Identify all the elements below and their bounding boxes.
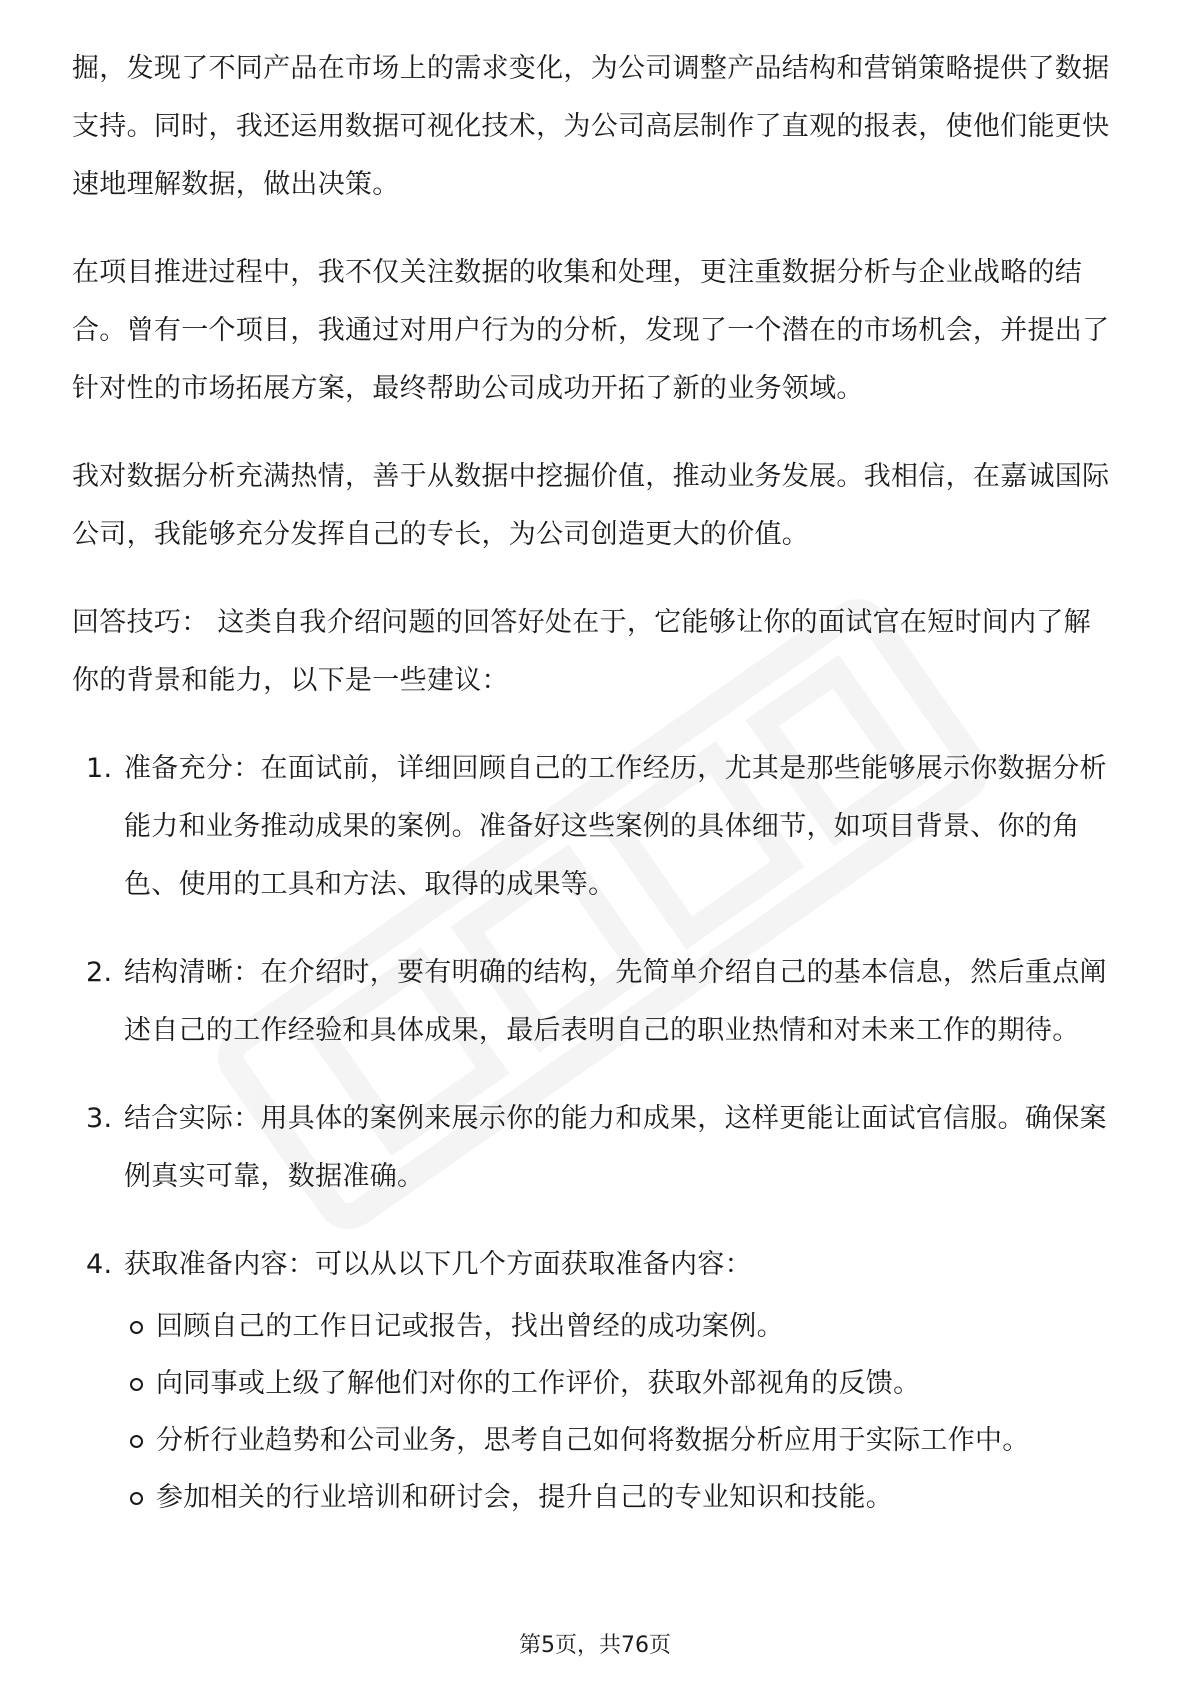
list-number: 1. [86, 753, 113, 784]
list-item-text: 准备充分：在面试前，详细回顾自己的工作经历，尤其是那些能够展示你数据分析能力和业务推动成果的案例。准备好这些案例的具体细节，如项目背景、你的角色、使用的工具和方法、取得的成果等。 [124, 753, 1107, 900]
sub-list-item-text: 回顾自己的工作日记或报告，找出曾经的成功案例。 [156, 1311, 784, 1342]
sub-list-item-text: 参加相关的行业培训和研讨会，提升自己的专业知识和技能。 [156, 1482, 894, 1513]
sub-list-item-text: 向同事或上级了解他们对你的工作评价，获取外部视角的反馈。 [156, 1368, 921, 1399]
list-item [72, 1090, 1118, 1206]
circle-bullet-icon [130, 1378, 143, 1391]
circle-bullet-icon [130, 1492, 143, 1505]
sub-list-item-text: 分析行业趋势和公司业务，思考自己如何将数据分析应用于实际工作中。 [156, 1425, 1030, 1456]
list-item [72, 1236, 1118, 1526]
sub-list-item [124, 1298, 1118, 1355]
circle-bullet-icon [130, 1435, 143, 1448]
sub-list-item [124, 1355, 1118, 1412]
list-item-text: 结合实际：用具体的案例来展示你的能力和成果，这样更能让面试官信服。确保案例真实可靠，数据准确。 [124, 1103, 1107, 1192]
answer-tips-intro: 回答技巧： 这类自我介绍问题的回答好处在于，它能够让你的面试官在短时间内了解你的背景和能力，以下是一些建议： [72, 607, 1091, 696]
sub-list-item [124, 1469, 1118, 1526]
paragraph: 我对数据分析充满热情，善于从数据中挖掘价值，推动业务发展。我相信，在嘉诚国际公司，我能够充分发挥自己的专长，为公司创造更大的价值。 [72, 461, 1110, 550]
sub-list-item [124, 1412, 1118, 1469]
sub-list [124, 1298, 1118, 1526]
list-number: 3. [86, 1103, 113, 1134]
list-item [72, 740, 1118, 914]
list-number: 2. [86, 957, 113, 988]
list-item-text: 结构清晰：在介绍时，要有明确的结构，先简单介绍自己的基本信息，然后重点阐述自己的工作经验和具体成果，最后表明自己的职业热情和对未来工作的期待。 [124, 957, 1107, 1046]
list-item [72, 944, 1118, 1060]
tips-list [72, 740, 1118, 1526]
paragraph: 掘，发现了不同产品在市场上的需求变化，为公司调整产品结构和营销策略提供了数据支持。同时，我还运用数据可视化技术，为公司高层制作了直观的报表，使他们能更快速地理解数据，做出决策。 [72, 53, 1110, 200]
circle-bullet-icon [130, 1321, 143, 1334]
page-number: 第5页，共76页 [519, 1633, 671, 1658]
document-body [72, 40, 1118, 1556]
list-number: 4. [86, 1249, 113, 1280]
paragraph: 在项目推进过程中，我不仅关注数据的收集和处理，更注重数据分析与企业战略的结合。曾有一个项目，我通过对用户行为的分析，发现了一个潜在的市场机会，并提出了针对性的市场拓展方案，最终帮助公司成功开拓了新的业务领域。 [72, 257, 1110, 404]
list-item-text: 获取准备内容：可以从以下几个方面获取准备内容： [124, 1249, 752, 1280]
